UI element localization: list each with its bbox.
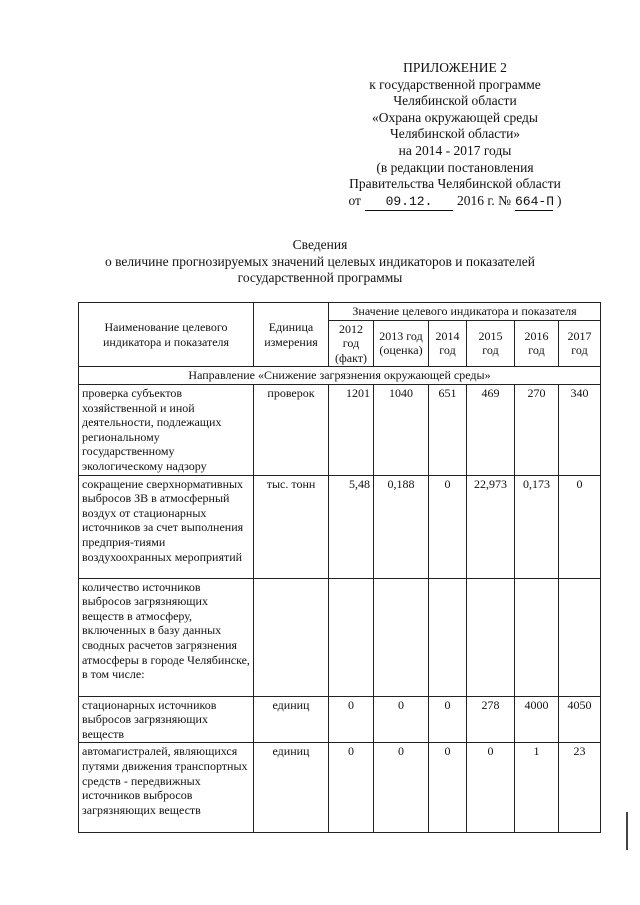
- header-year: 2016 год: [515, 320, 559, 367]
- indicators-table: [78, 302, 601, 833]
- appendix-line: Челябинской области»: [389, 126, 521, 142]
- table-row: [79, 475, 601, 578]
- value-cell: 0: [374, 696, 429, 743]
- value-cell: 0: [329, 696, 374, 743]
- header-year: 2017 год: [559, 320, 601, 367]
- value-cell: 0: [429, 475, 467, 578]
- value-cell: 0,188: [374, 475, 429, 578]
- header-year: 2013 год (оценка): [374, 320, 429, 367]
- value-cell: 4050: [559, 696, 601, 743]
- value-cell: 0: [429, 696, 467, 743]
- appendix-line: «Охрана окружающей среды: [372, 109, 538, 125]
- table-row: [79, 743, 601, 833]
- header-name-column: Наименование целевого индикатора и показателя: [79, 303, 254, 367]
- header-year: 2014 год: [429, 320, 467, 367]
- appendix-line: к государственной программе: [369, 76, 541, 92]
- value-cell: 0: [329, 743, 374, 833]
- value-cell: 651: [429, 384, 467, 475]
- value-cell: 0: [559, 475, 601, 578]
- title-line: о величине прогнозируемых значений целевых индикаторов и показателей: [104, 253, 535, 269]
- value-cell: 1040: [374, 384, 429, 475]
- indicator-name: сокращение сверхнормативных выбросов ЗВ в атмосферный воздух от стационарных источников за счет выполнения предприя-тиями воздухоохранных мероприятий: [79, 475, 254, 578]
- title-line: Сведения: [292, 237, 348, 252]
- appendix-line: Челябинской области: [393, 93, 517, 109]
- value-cell: [515, 578, 559, 696]
- indicator-name: проверка субъектов хозяйственной и иной деятельности, подлежащих региональному государственному экологическому надзору: [79, 384, 254, 475]
- appendix-line: на 2014 - 2017 годы: [398, 142, 512, 158]
- header-year: 2012 год (факт): [329, 320, 374, 367]
- value-cell: 0: [374, 743, 429, 833]
- date-year: 2016 г. №: [456, 192, 511, 208]
- direction-row: [79, 367, 601, 385]
- indicator-unit: единиц: [254, 743, 329, 833]
- appendix-title: ПРИЛОЖЕНИЕ 2: [403, 60, 507, 75]
- value-cell: 0,173: [515, 475, 559, 578]
- title-line: государственной программы: [237, 270, 403, 285]
- indicator-name: автомагистралей, являющихся путями движения транспортных средств - передвижных источников выбросов загрязняющих веществ: [79, 743, 254, 833]
- indicator-unit: проверок: [254, 384, 329, 475]
- header-values-group: Значение целевого индикатора и показателя: [329, 303, 601, 321]
- value-cell: 469: [467, 384, 515, 475]
- appendix-line: (в редакции постановления: [376, 159, 534, 175]
- table-row: [79, 578, 601, 696]
- table-row: [79, 696, 601, 743]
- value-cell: 23: [559, 743, 601, 833]
- resolution-number: 664-П: [515, 194, 553, 212]
- indicator-unit: единиц: [254, 696, 329, 743]
- date-prefix: от: [348, 192, 361, 208]
- header-year: 2015 год: [467, 320, 515, 367]
- value-cell: 340: [559, 384, 601, 475]
- resolution-date-line: [330, 193, 580, 212]
- value-cell: [559, 578, 601, 696]
- value-cell: 1: [515, 743, 559, 833]
- value-cell: 270: [515, 384, 559, 475]
- header-unit-column: Единица измерения: [254, 303, 329, 367]
- value-cell: 0: [467, 743, 515, 833]
- value-cell: 22,973: [467, 475, 515, 578]
- value-cell: 5,48: [329, 475, 374, 578]
- document-title: [70, 237, 570, 287]
- indicator-name: количество источников выбросов загрязняющих веществ в атмосферу, включенных в базу данных сводных расчетов загрязнения атмосферы в городе Челябинске, в том числе:: [79, 578, 254, 696]
- value-cell: [429, 578, 467, 696]
- value-cell: [329, 578, 374, 696]
- value-cell: [374, 578, 429, 696]
- indicator-unit: тыс. тонн: [254, 475, 329, 578]
- value-cell: 278: [467, 696, 515, 743]
- value-cell: [467, 578, 515, 696]
- date-suffix: ): [557, 192, 562, 208]
- value-cell: 4000: [515, 696, 559, 743]
- table-row: [79, 384, 601, 475]
- appendix-line: Правительства Челябинской области: [349, 176, 561, 192]
- resolution-date: 09.12.: [365, 194, 453, 212]
- direction-label: Направление «Снижение загрязнения окружающей среды»: [79, 367, 601, 385]
- indicator-unit: [254, 578, 329, 696]
- indicator-name: стационарных источников выбросов загрязняющих веществ: [79, 696, 254, 743]
- appendix-header: [330, 60, 580, 211]
- value-cell: 1201: [329, 384, 374, 475]
- value-cell: 0: [429, 743, 467, 833]
- scan-edge-mark: [626, 812, 628, 850]
- table-header-row: [79, 303, 601, 321]
